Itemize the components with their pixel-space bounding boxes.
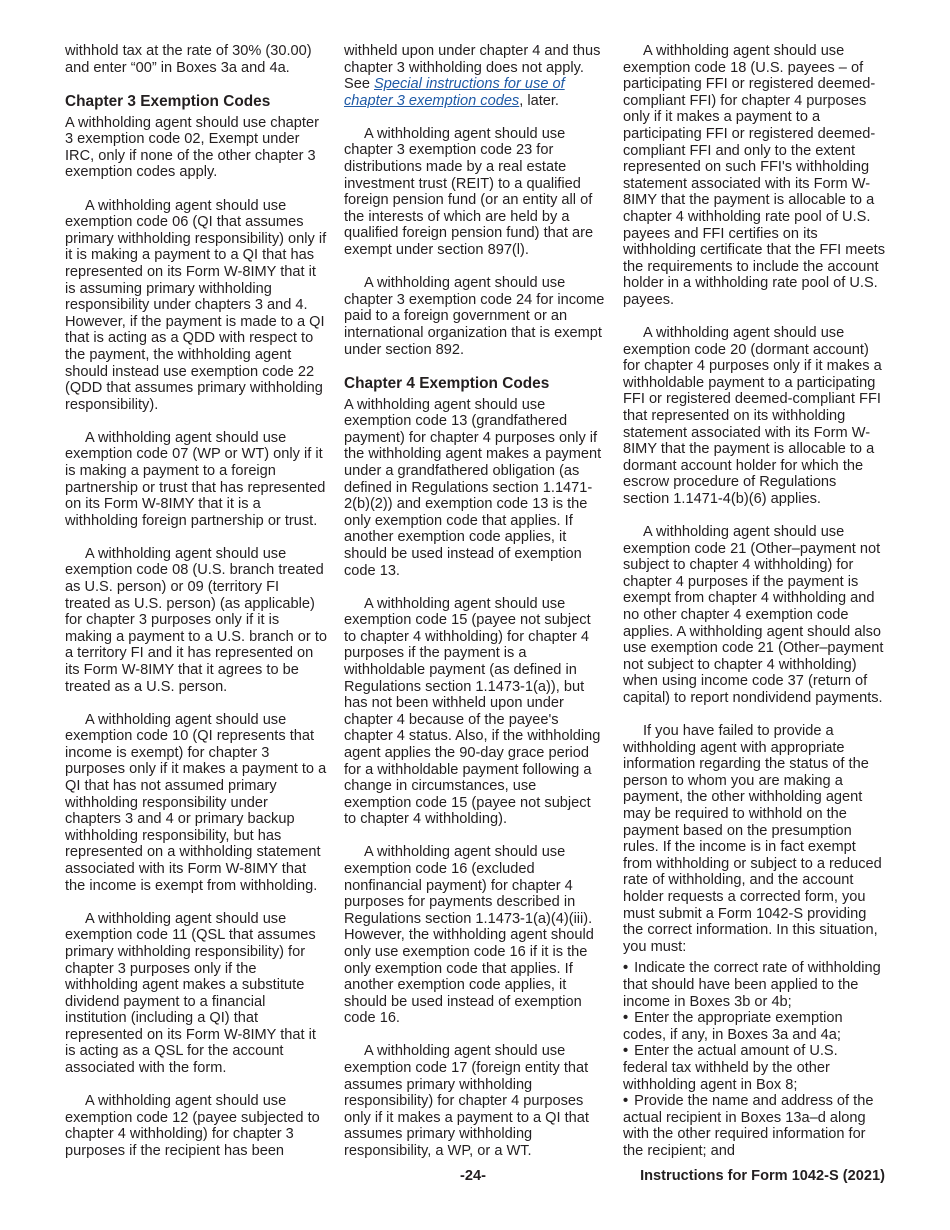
paragraph-code-11: A withholding agent should use exemption code 11 (QSL that assumes primary withholding responsibility) for chapter 3 purposes only if the withholding agent makes a substitute dividend payment to a financial institution (including a QI) that represented on its Form W-8IMY that it is acting as a QSL for the account associated with the form. bbox=[65, 910, 316, 1077]
requirements-list bbox=[623, 960, 885, 1159]
paragraph-code-20: A withholding agent should use exemption code 20 (dormant account) for chapter 4 purposes only if it makes a withholdable payment to a participating FFI or registered deemed-compliant FFI that represented on its withholding statement associated with its Form W-8IMY that the payment is allocable to a dormant account holder for which the escrow procedure of Regulations section 1.1471-4(b)(6) applies. bbox=[623, 325, 882, 507]
paragraph-code-24: A withholding agent should use chapter 3 exemption code 24 for income paid to a foreign government or an international organization that is exempt under section 892. bbox=[344, 275, 605, 358]
continued-paragraph bbox=[344, 43, 606, 109]
paragraph-code-10: A withholding agent should use exemption code 10 (QI represents that income is exempt) for chapter 3 purposes only if it makes a payment to a QI that has not assumed primary withholding responsibility under chapters 3 and 4 or primary backup withholding responsibility, but has represented on a withholding statement associated with its Form W-8IMY that the income is exempt from withholding. bbox=[65, 711, 327, 894]
paragraph-code-07: A withholding agent should use exemption code 07 (WP or WT) only if it is making a payment to a foreign partnership or trust that has represented on its Form W-8IMY that it is a withholding foreign partnership or trust. bbox=[65, 429, 326, 529]
paragraph-code-16: A withholding agent should use exemption code 16 (excluded nonfinancial payment) for chapter 4 purposes for payments described in Regulations section 1.1473-1(a)(4)(iii). However, the withholding agent should only use exemption code 16 if it is the only exemption code that applies. If another exemption code applies, it should be used instead of exemption code 16. bbox=[344, 844, 594, 1027]
heading-chapter-4-exemption-codes: Chapter 4 Exemption Codes bbox=[344, 374, 550, 392]
page-number: -24- bbox=[460, 1168, 486, 1184]
paragraph-code-21: A withholding agent should use exemption code 21 (Other–payment not subject to chapter 4 withholding) for chapter 4 purposes if the payment is exempt from chapter 4 withholding and no other chapter 4 exemption code applies. A withholding agent should also use exemption code 21 (Other–payment not subject to chapter 4 withholding) when using income code 37 (return of capital) to report nondividend payments. bbox=[623, 524, 884, 706]
bullet-icon: • bbox=[623, 1093, 629, 1110]
paragraph-code-12: A withholding agent should use exemption code 12 (payee subjected to chapter 4 withholding) for chapter 3 purposes if the recipient has been bbox=[65, 1093, 320, 1159]
continued-text: withheld upon under chapter 4 and thus chapter 3 withholding does not apply. See bbox=[344, 43, 601, 93]
column-right bbox=[623, 43, 885, 1160]
paragraph-code-23: A withholding agent should use chapter 3 exemption code 23 for distributions made by a real estate investment trust (REIT) to a qualified foreign pension fund (or an entity all of the interests of which are held by a qualified foreign pension fund) that are exempt under section 897(l). bbox=[344, 125, 594, 259]
bullet-icon: • bbox=[623, 960, 629, 977]
form-title: Instructions for Form 1042-S (2021) bbox=[640, 1168, 885, 1184]
bullet-icon: • bbox=[623, 1043, 629, 1060]
paragraph-code-02: A withholding agent should use chapter 3 exemption code 02, Exempt under IRC, only if none of the other chapter 3 exemption codes apply. bbox=[65, 114, 319, 181]
heading-chapter-3-exemption-codes: Chapter 3 Exemption Codes bbox=[65, 92, 271, 110]
bullet-icon: • bbox=[623, 1010, 629, 1027]
paragraph-code-08-09: A withholding agent should use exemption code 08 (U.S. branch treated as U.S. person) or 09 (territory FI treated as U.S. person) (as applicable) for chapter 3 purposes only if it is making a payment to a U.S. branch or to a territory FI and it has represented on its Form W-8IMY that it agrees to be treated as a U.S. person. bbox=[65, 545, 328, 695]
column-left bbox=[65, 43, 327, 1176]
paragraph-code-06: A withholding agent should use exemption code 06 (QI that assumes primary withholding responsibility) only if it is making a payment to a QI that has represented on its Form W-8IMY that it is assuming primary withholding responsibility under chapters 3 and 4. However, if the payment is made to a QI that is acting as a QDD with respect to the payment, the withholding agent should instead use exemption code 22 (QDD that assumes primary withholding responsibility). bbox=[65, 197, 327, 413]
continued-paragraph: withhold tax at the rate of 30% (30.00) and enter “00” in Boxes 3a and 4a. bbox=[65, 43, 312, 76]
list-item: • Provide the name and address of the actual recipient in Boxes 13a–d along with the other required information for the recipient; and bbox=[623, 1093, 874, 1159]
paragraph-presumption-rules: If you have failed to provide a withholding agent with appropriate information regarding the status of the person to whom you are making a payment, the other withholding agent may be required to withhold on the payment based on the presumption rules. If the income is in fact exempt from withholding or subject to a reduced rate of withholding, and the account holder requests a corrected form, you must submit a Form 1042-S providing the correct information. In this situation, you must: bbox=[623, 723, 882, 955]
list-item: • Indicate the correct rate of withholding that should have been applied to the income in Boxes 3b or 4b; bbox=[623, 960, 881, 1010]
column-middle bbox=[344, 43, 606, 1176]
list-item: • Enter the actual amount of U.S. federal tax withheld by the other withholding agent in Box 8; bbox=[623, 1043, 838, 1093]
continued-text-end: , later. bbox=[519, 92, 559, 109]
paragraph-code-15: A withholding agent should use exemption code 15 (payee not subject to chapter 4 withholding) for chapter 4 purposes if the payment is a withholdable payment (as defined in Regulations section 1.1473-1(a)), but has not been withheld upon under chapter 4 because of the payee's chapter 4 status. Also, if the withholding agent applies the 90-day grace period for a withholdable payment following a change in circumstances, use exemption code 15 (payee not subject to chapter 4 withholding). bbox=[344, 595, 601, 828]
list-item: • Enter the appropriate exemption codes, if any, in Boxes 3a and 4a; bbox=[623, 1010, 843, 1043]
paragraph-code-17: A withholding agent should use exemption code 17 (foreign entity that assumes primary withholding responsibility) for chapter 4 purposes only if it makes a payment to a QI that assumes primary withholding responsibility, a WP, or a WT. bbox=[344, 1043, 589, 1160]
special-instructions-link[interactable]: Special instructions for use of chapter 3 exemption codes bbox=[344, 76, 565, 109]
paragraph-code-18: A withholding agent should use exemption code 18 (U.S. payees – of participating FFI or registered deemed-compliant FFI) for chapter 4 purposes only if it makes a payment to a participating FFI or registered deemed-compliant FFI and only to the extent represented on such FFI's withholding statement associated with its Form W-8IMY that the payment is allocable to a chapter 4 withholding rate pool of U.S. payees and FFI certifies on its withholding certificate that the FFI meets the requirements to include the account holder in a withholding rate pool of U.S. payees. bbox=[623, 43, 885, 308]
paragraph-code-13: A withholding agent should use exemption code 13 (grandfathered payment) for chapter 4 purposes only if the withholding agent makes a payment under a grandfathered obligation (as defined in Regulations section 1.1471-2(b)(2)) and exemption code 13 is the only exemption code that applies. If another exemption code applies, it should be used instead of exemption code 13. bbox=[344, 396, 602, 579]
